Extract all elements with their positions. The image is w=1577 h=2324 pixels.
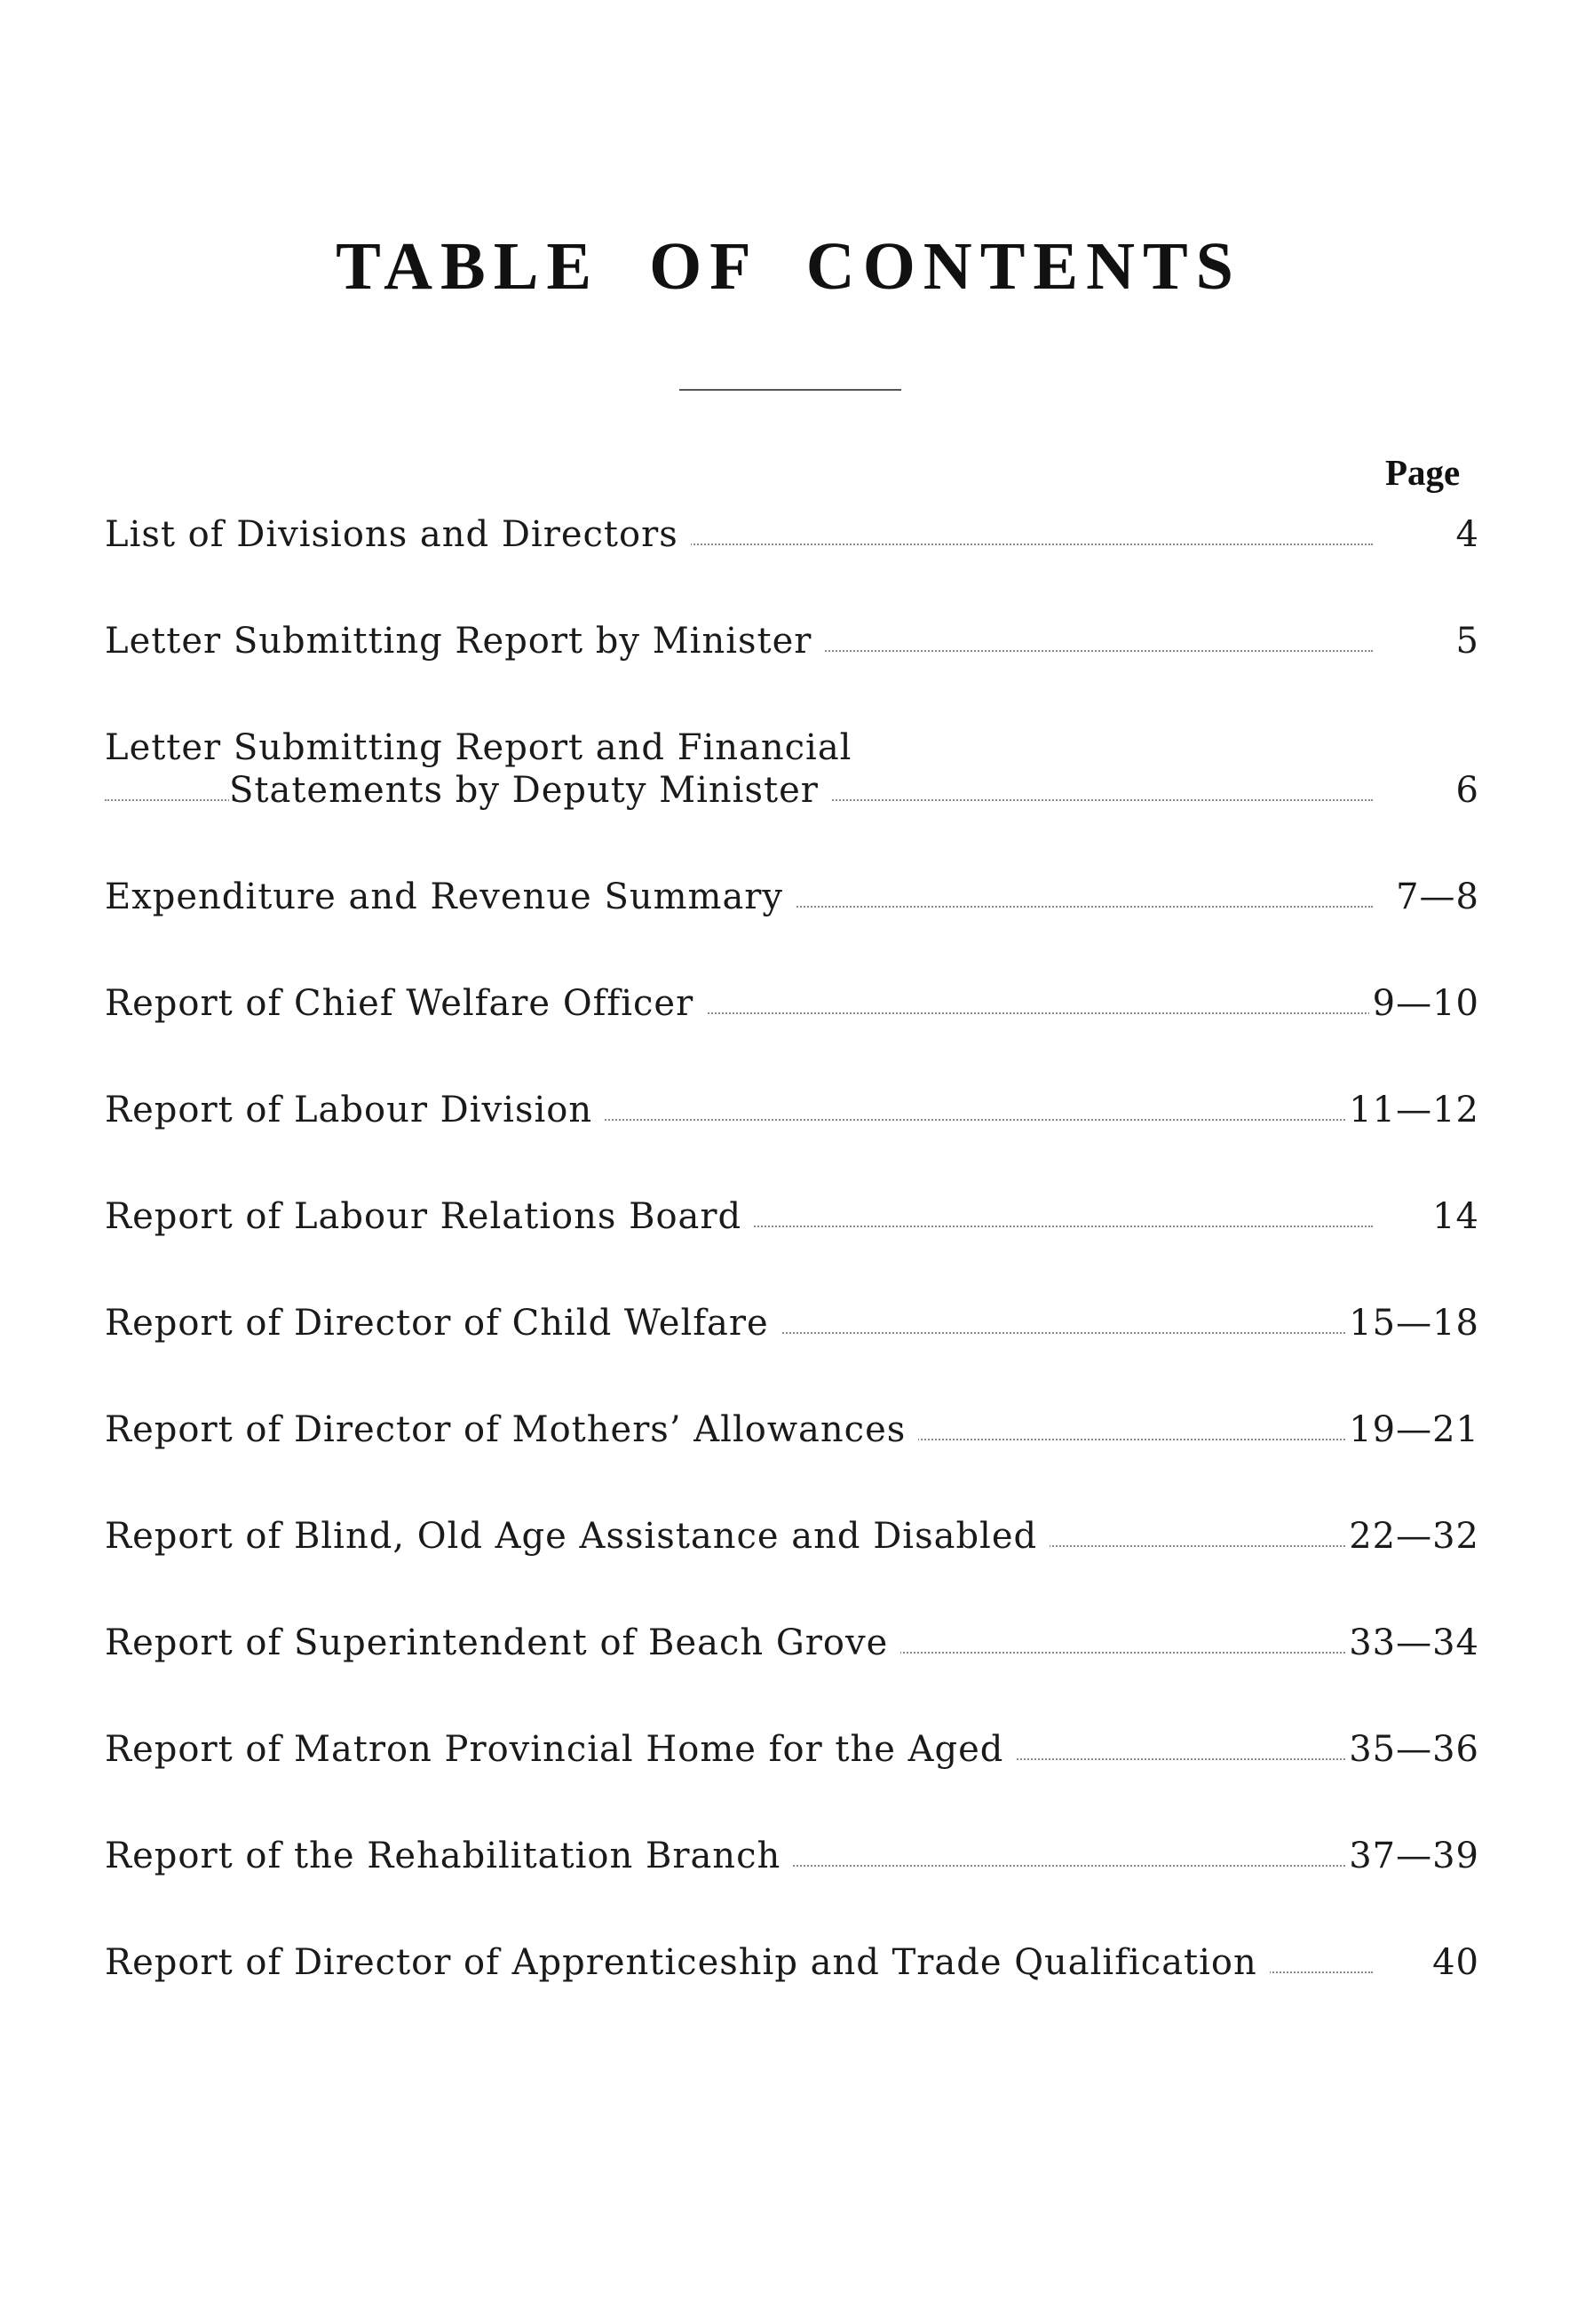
toc-entry xyxy=(105,1195,1479,1238)
toc-entry-title: Report of Labour Relations Board xyxy=(105,1195,754,1238)
toc-entry-title: Report of Matron Provincial Home for the Aged xyxy=(105,1728,1016,1771)
toc-entry-title: Report of Director of Mothers’ Allowances xyxy=(105,1408,918,1451)
toc-entry-title: Report of Superintendent of Beach Grove xyxy=(105,1622,900,1664)
toc-entry-title: Expenditure and Revenue Summary xyxy=(105,876,796,918)
toc-entry-page: 9—10 xyxy=(1369,982,1479,1025)
toc-entry-title: Report of Chief Welfare Officer xyxy=(105,982,706,1025)
toc-entry-title-continuation: Statements by Deputy Minister xyxy=(229,769,831,812)
toc-entry xyxy=(105,982,1479,1025)
toc-entry-title: Report of Director of Child Welfare xyxy=(105,1302,781,1344)
toc-entry-page: 14 xyxy=(1429,1195,1479,1238)
toc-entry xyxy=(105,1622,1479,1664)
toc-entry xyxy=(105,513,1479,556)
toc-entry-title: Letter Submitting Report and Financial xyxy=(105,726,864,769)
toc-entry-title: Report of Labour Division xyxy=(105,1089,605,1131)
toc-entry xyxy=(105,1728,1479,1771)
toc-entry xyxy=(105,1408,1479,1451)
toc-entry xyxy=(105,1089,1479,1131)
toc-entry xyxy=(105,876,1479,918)
toc-entry xyxy=(105,1515,1479,1558)
page-column-header: Page xyxy=(1385,452,1461,493)
toc-entry-title: Letter Submitting Report by Minister xyxy=(105,620,824,662)
toc-entry-page: 15—18 xyxy=(1345,1302,1479,1344)
title-divider xyxy=(679,389,901,391)
page-title: TABLE OF CONTENTS xyxy=(336,229,1241,304)
toc-entry-title: Report of the Rehabilitation Branch xyxy=(105,1835,793,1877)
toc-entry-page: 40 xyxy=(1429,1941,1479,1984)
toc-entry-page: 7—8 xyxy=(1392,876,1479,918)
toc-entry-page: 6 xyxy=(1453,769,1479,812)
toc-entry xyxy=(105,726,1479,812)
toc-entry-page: 35—36 xyxy=(1345,1728,1479,1771)
toc-entry xyxy=(105,1302,1479,1344)
toc-entry-page: 11—12 xyxy=(1345,1089,1479,1131)
toc-entry-title: List of Divisions and Directors xyxy=(105,513,691,556)
toc-entry-title: Report of Director of Apprenticeship and Trade Qualification xyxy=(105,1941,1270,1984)
toc-entry-page: 33—34 xyxy=(1345,1622,1479,1664)
toc-entry xyxy=(105,620,1479,662)
toc-entry-page: 4 xyxy=(1453,513,1479,556)
toc-entry-page: 19—21 xyxy=(1345,1408,1479,1451)
toc-entry xyxy=(105,1835,1479,1877)
toc-entry-page: 5 xyxy=(1453,620,1479,662)
toc-entry xyxy=(105,1941,1479,1984)
toc-entry-page: 22—32 xyxy=(1345,1515,1479,1558)
toc-entry-page: 37—39 xyxy=(1345,1835,1479,1877)
toc-entry-title: Report of Blind, Old Age Assistance and Disabled xyxy=(105,1515,1050,1558)
